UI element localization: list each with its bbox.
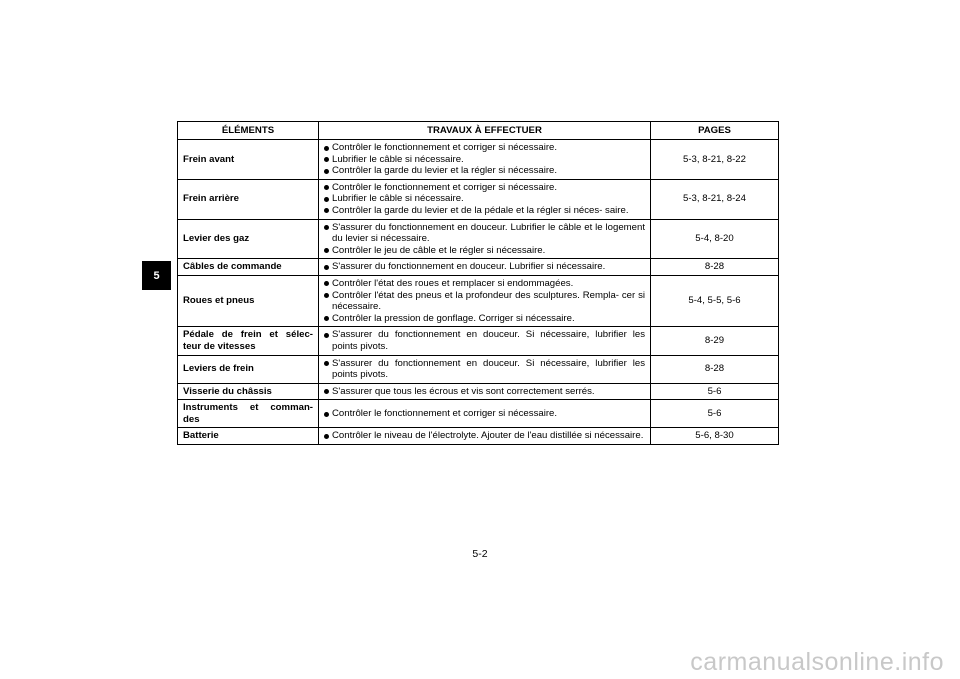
table-row: [178, 219, 779, 259]
element-cell: Leviers de frein: [178, 355, 319, 383]
task-list: [324, 408, 645, 420]
pages-cell: 5-3, 8-21, 8-24: [651, 179, 779, 219]
table-row: [178, 259, 779, 276]
task-item: [324, 165, 645, 177]
task-item: [324, 329, 645, 352]
task-text: Contrôler l'état des pneus et la profondeur des sculptures. Rempla- cer si nécessaire.: [332, 289, 645, 313]
task-text: Contrôler la garde du levier et de la pédale et la régler si néces- saire.: [332, 204, 629, 216]
table-row: [178, 327, 779, 355]
element-cell: Frein avant: [178, 140, 319, 180]
task-text: S'assurer du fonctionnement en douceur. Si nécessaire, lubrifier les points pivots.: [332, 329, 645, 352]
task-item: [324, 182, 645, 194]
task-item: [324, 430, 645, 442]
tasks-cell: [319, 355, 651, 383]
table-row: [178, 275, 779, 326]
task-item: [324, 278, 645, 290]
task-text: Contrôler le fonctionnement et corriger si nécessaire.: [332, 142, 558, 153]
element-cell: Roues et pneus: [178, 275, 319, 326]
header-pages: PAGES: [651, 122, 779, 140]
pages-cell: 5-4, 8-20: [651, 219, 779, 259]
bullet-icon: [324, 293, 329, 298]
task-item: [324, 261, 645, 273]
task-list: [324, 182, 645, 217]
task-item: [324, 205, 645, 217]
element-cell: Batterie: [178, 428, 319, 445]
task-item: [324, 222, 645, 245]
pages-cell: 5-3, 8-21, 8-22: [651, 140, 779, 180]
page-number: 5-2: [472, 548, 488, 560]
element-cell: Levier des gaz: [178, 219, 319, 259]
table-row: [178, 400, 779, 428]
task-item: [324, 408, 645, 420]
bullet-icon: [324, 333, 329, 338]
table-row: [178, 355, 779, 383]
task-text: Lubrifier le câble si nécessaire.: [332, 153, 464, 165]
element-cell: Pédale de frein et sélec- teur de vitesses: [178, 327, 319, 355]
element-cell: Visserie du châssis: [178, 383, 319, 400]
task-item: [324, 290, 645, 313]
pages-cell: 8-29: [651, 327, 779, 355]
bullet-icon: [324, 281, 329, 286]
element-cell: Instruments et comman- des: [178, 400, 319, 428]
maintenance-table: [177, 121, 779, 445]
bullet-icon: [324, 361, 329, 366]
task-list: [324, 358, 645, 381]
table-header-row: [178, 122, 779, 140]
task-text: Contrôler le fonctionnement et corriger si nécessaire.: [332, 181, 558, 193]
task-list: [324, 430, 645, 442]
bullet-icon: [324, 185, 329, 190]
task-text: Lubrifier le câble si nécessaire.: [332, 193, 464, 205]
tasks-cell: [319, 383, 651, 400]
pages-cell: 8-28: [651, 355, 779, 383]
task-list: [324, 386, 645, 398]
task-text: Contrôler la garde du levier et la régler si nécessaire.: [332, 165, 558, 177]
bullet-icon: [324, 389, 329, 394]
pages-cell: 5-6, 8-30: [651, 428, 779, 445]
header-elements: ÉLÉMENTS: [178, 122, 319, 140]
table-row: [178, 383, 779, 400]
bullet-icon: [324, 146, 329, 151]
table-row: [178, 179, 779, 219]
task-item: [324, 245, 645, 257]
element-cell: Câbles de commande: [178, 259, 319, 276]
tasks-cell: [319, 179, 651, 219]
task-list: [324, 329, 645, 352]
task-text: S'assurer du fonctionnement en douceur. Lubrifier le câble et le logement du levier si nécessaire.: [332, 221, 645, 245]
task-text: Contrôler le niveau de l'électrolyte. Ajouter de l'eau distillée si nécessaire.: [332, 430, 644, 442]
task-text: Contrôler la pression de gonflage. Corriger si nécessaire.: [332, 312, 575, 324]
task-text: Contrôler le fonctionnement et corriger si nécessaire.: [332, 408, 558, 420]
task-item: [324, 386, 645, 398]
tasks-cell: [319, 259, 651, 276]
bullet-icon: [324, 434, 329, 439]
tasks-cell: [319, 275, 651, 326]
table-row: [178, 428, 779, 445]
bullet-icon: [324, 316, 329, 321]
task-text: S'assurer du fonctionnement en douceur. Si nécessaire, lubrifier les points pivots.: [332, 357, 645, 381]
pages-cell: 5-4, 5-5, 5-6: [651, 275, 779, 326]
tasks-cell: [319, 428, 651, 445]
tasks-cell: [319, 219, 651, 259]
bullet-icon: [324, 248, 329, 253]
pages-cell: 5-6: [651, 383, 779, 400]
bullet-icon: [324, 412, 329, 417]
element-cell: Frein arrière: [178, 179, 319, 219]
task-list: [324, 278, 645, 324]
task-list: [324, 222, 645, 257]
task-list: [324, 261, 645, 273]
task-text: Contrôler le jeu de câble et le régler si nécessaire.: [332, 244, 546, 256]
bullet-icon: [324, 208, 329, 213]
pages-cell: 8-28: [651, 259, 779, 276]
task-list: [324, 142, 645, 177]
bullet-icon: [324, 225, 329, 230]
task-item: [324, 358, 645, 381]
header-tasks: TRAVAUX À EFFECTUER: [319, 122, 651, 140]
tasks-cell: [319, 400, 651, 428]
bullet-icon: [324, 169, 329, 174]
bullet-icon: [324, 157, 329, 162]
pages-cell: 5-6: [651, 400, 779, 428]
watermark: carmanualsonline.info: [690, 648, 944, 676]
section-tab: 5: [142, 261, 171, 290]
task-item: [324, 193, 645, 205]
task-item: [324, 154, 645, 166]
tasks-cell: [319, 140, 651, 180]
task-item: [324, 142, 645, 154]
task-text: Contrôler l'état des roues et remplacer si endommagées.: [332, 277, 574, 289]
task-text: S'assurer que tous les écrous et vis sont correctement serrés.: [332, 385, 595, 397]
task-item: [324, 313, 645, 325]
bullet-icon: [324, 265, 329, 270]
tasks-cell: [319, 327, 651, 355]
table-row: [178, 140, 779, 180]
task-text: S'assurer du fonctionnement en douceur. Lubrifier si nécessaire.: [332, 261, 606, 273]
bullet-icon: [324, 197, 329, 202]
